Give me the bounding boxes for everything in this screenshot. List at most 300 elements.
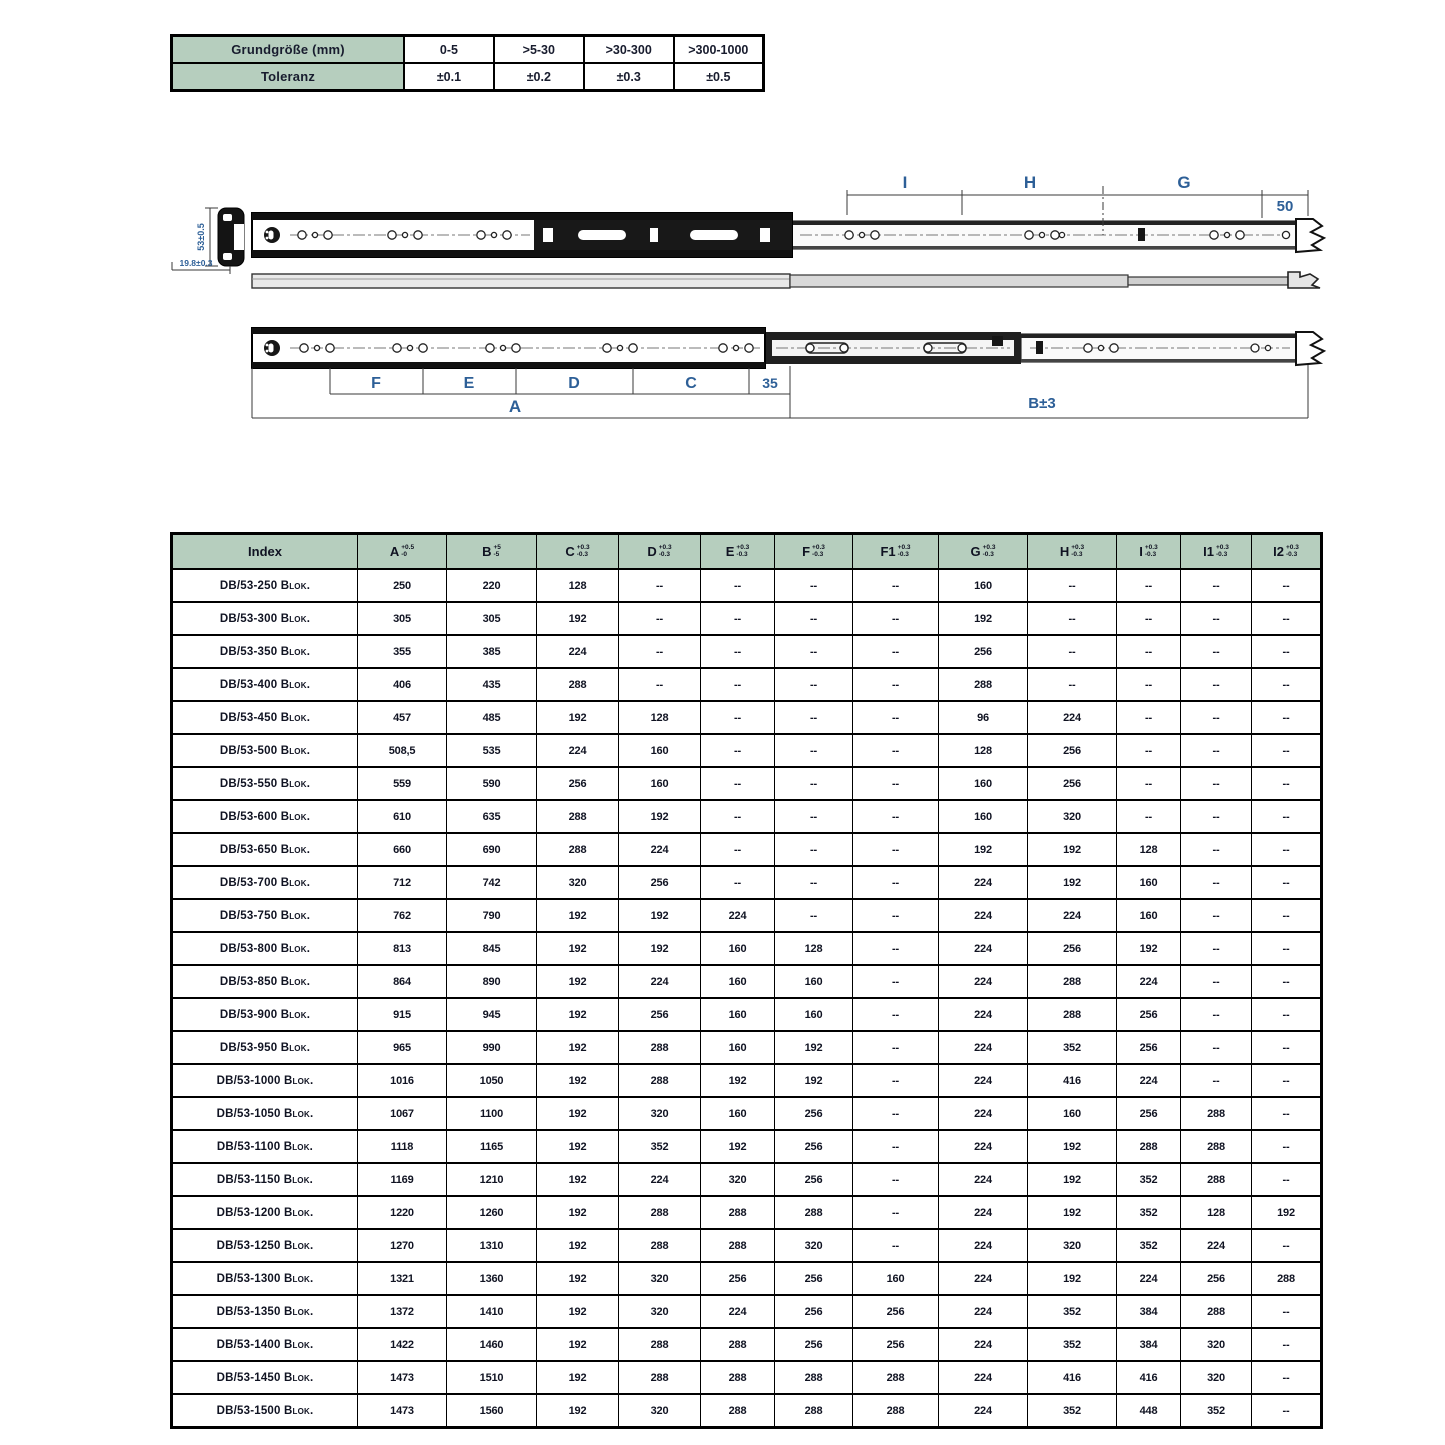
spec-cell: 1560 [447, 1394, 537, 1428]
table-row [172, 1229, 1322, 1262]
spec-cell: 1050 [447, 1064, 537, 1097]
spec-cell: 1165 [447, 1130, 537, 1163]
column-tolerance: +0.3 -0.3 [982, 543, 996, 559]
spec-cell: 224 [1117, 1064, 1181, 1097]
spec-cell: 288 [701, 1394, 775, 1428]
row-index: DB/53-1300 Blok. [172, 1262, 358, 1295]
spec-cell: -- [1181, 965, 1252, 998]
spec-cell: 96 [939, 701, 1028, 734]
tolerance-value-cell: ±0.2 [494, 63, 584, 91]
table-row [172, 1064, 1322, 1097]
spec-cell: 890 [447, 965, 537, 998]
table-row [172, 1394, 1322, 1428]
spec-cell: 559 [358, 767, 447, 800]
spec-cell: -- [1252, 1229, 1322, 1262]
spec-cell: 1321 [358, 1262, 447, 1295]
spec-cell: 192 [1117, 932, 1181, 965]
row-index: DB/53-400 Blok. [172, 668, 358, 701]
column-letter: I2 [1273, 544, 1284, 560]
spec-cell: 635 [447, 800, 537, 833]
spec-cell: 990 [447, 1031, 537, 1064]
spec-cell: -- [1117, 701, 1181, 734]
size-range-cell: >5-30 [494, 36, 584, 64]
table-row [172, 1328, 1322, 1361]
spec-cell: -- [1028, 602, 1117, 635]
spec-cell: -- [1252, 668, 1322, 701]
row-index: DB/53-300 Blok. [172, 602, 358, 635]
spec-cell: 288 [619, 1196, 701, 1229]
spec-cell: -- [1117, 635, 1181, 668]
spec-cell: 224 [939, 1097, 1028, 1130]
row-index: DB/53-600 Blok. [172, 800, 358, 833]
spec-cell: -- [853, 1064, 939, 1097]
spec-cell: -- [775, 833, 853, 866]
spec-cell: 128 [537, 569, 619, 602]
spec-cell: 220 [447, 569, 537, 602]
spec-cell: -- [1252, 767, 1322, 800]
spec-cell: 1118 [358, 1130, 447, 1163]
spec-cell: 256 [775, 1295, 853, 1328]
spec-cell: 160 [1028, 1097, 1117, 1130]
spec-cell: 320 [1181, 1328, 1252, 1361]
spec-cell: 915 [358, 998, 447, 1031]
row-index: DB/53-850 Blok. [172, 965, 358, 998]
spec-cell: -- [853, 1229, 939, 1262]
row-index: DB/53-500 Blok. [172, 734, 358, 767]
spec-cell: 288 [1028, 965, 1117, 998]
spec-cell: -- [775, 635, 853, 668]
spec-cell: 224 [939, 1229, 1028, 1262]
spec-cell: -- [1252, 1031, 1322, 1064]
column-letter: D [647, 544, 657, 560]
row-index: DB/53-250 Blok. [172, 569, 358, 602]
spec-cell: -- [1181, 602, 1252, 635]
col-header-i [1117, 534, 1181, 570]
spec-cell: 192 [701, 1064, 775, 1097]
spec-cell: 192 [775, 1031, 853, 1064]
rail-end-hook [1296, 332, 1324, 365]
spec-cell: -- [1252, 800, 1322, 833]
spec-cell: 128 [619, 701, 701, 734]
spec-cell: 288 [537, 800, 619, 833]
column-letter: C [565, 544, 575, 560]
dim-label-g: G [1177, 173, 1191, 192]
spec-cell: 1460 [447, 1328, 537, 1361]
spec-table [170, 532, 1323, 1429]
spec-cell: 352 [1117, 1163, 1181, 1196]
spec-cell: -- [1252, 1295, 1322, 1328]
dim-label-50: 50 [1276, 198, 1294, 215]
row-index: DB/53-1400 Blok. [172, 1328, 358, 1361]
col-header-b [447, 534, 537, 570]
spec-cell: -- [1181, 1031, 1252, 1064]
table-row [172, 932, 1322, 965]
spec-cell: -- [1252, 1394, 1322, 1428]
spec-cell: 128 [1117, 833, 1181, 866]
tolerance-table [170, 34, 765, 92]
spec-cell: 250 [358, 569, 447, 602]
spec-cell: 305 [358, 602, 447, 635]
spec-cell: -- [1252, 1097, 1322, 1130]
spec-cell: 192 [1028, 866, 1117, 899]
table-row [172, 767, 1322, 800]
spec-cell: 590 [447, 767, 537, 800]
col-header-i1 [1181, 534, 1252, 570]
spec-cell: 288 [537, 833, 619, 866]
row-index: DB/53-1150 Blok. [172, 1163, 358, 1196]
spec-cell: 384 [1117, 1328, 1181, 1361]
spec-cell: -- [775, 734, 853, 767]
column-letter: F [802, 544, 811, 560]
spec-cell: -- [853, 1031, 939, 1064]
row-index: DB/53-550 Blok. [172, 767, 358, 800]
spec-cell: 288 [1117, 1130, 1181, 1163]
spec-cell: -- [619, 602, 701, 635]
spec-cell: 192 [1028, 833, 1117, 866]
spec-cell: 224 [939, 1196, 1028, 1229]
spec-cell: 160 [619, 767, 701, 800]
spec-cell: -- [1181, 767, 1252, 800]
spec-cell: 1372 [358, 1295, 447, 1328]
spec-cell: 352 [1028, 1394, 1117, 1428]
col-header-g [939, 534, 1028, 570]
spec-cell: 192 [537, 602, 619, 635]
spec-cell: 864 [358, 965, 447, 998]
spec-cell: -- [701, 701, 775, 734]
dim-label-35: 35 [762, 375, 778, 391]
spec-table-body [172, 569, 1322, 1428]
spec-cell: 192 [537, 701, 619, 734]
spec-cell: -- [1181, 668, 1252, 701]
spec-cell: 762 [358, 899, 447, 932]
spec-cell: 1422 [358, 1328, 447, 1361]
row-index: DB/53-350 Blok. [172, 635, 358, 668]
table-row [172, 1130, 1322, 1163]
dim-label-b: B±3 [1028, 395, 1056, 412]
spec-cell: 160 [939, 569, 1028, 602]
section-height-dim: 53±0.5 [196, 223, 206, 251]
spec-cell: 224 [939, 1064, 1028, 1097]
spec-cell: -- [1181, 569, 1252, 602]
spec-cell: -- [1252, 1130, 1322, 1163]
table-row [172, 1163, 1322, 1196]
row-index: DB/53-700 Blok. [172, 866, 358, 899]
spec-cell: 288 [701, 1328, 775, 1361]
spec-cell: -- [619, 635, 701, 668]
column-tolerance: +0.5 -0 [401, 543, 415, 559]
col-header-e [701, 534, 775, 570]
spec-cell: 845 [447, 932, 537, 965]
spec-cell: 320 [537, 866, 619, 899]
spec-cell: 435 [447, 668, 537, 701]
dim-label-e: E [463, 375, 475, 392]
spec-cell: 1210 [447, 1163, 537, 1196]
spec-cell: 192 [537, 1262, 619, 1295]
column-tolerance: +0.3 -0.3 [736, 543, 750, 559]
spec-cell: -- [1252, 1361, 1322, 1394]
spec-cell: -- [775, 602, 853, 635]
spec-cell: -- [701, 866, 775, 899]
spec-cell: -- [1181, 701, 1252, 734]
spec-cell: 192 [537, 1163, 619, 1196]
spec-cell: 288 [775, 1196, 853, 1229]
spec-cell: -- [1117, 569, 1181, 602]
col-header-index: Index [172, 534, 358, 570]
spec-cell: 288 [775, 1361, 853, 1394]
tolerance-header-label: Grundgröße (mm) [172, 36, 405, 64]
spec-cell: 320 [619, 1394, 701, 1428]
spec-cell: 192 [619, 899, 701, 932]
spec-cell: -- [853, 1130, 939, 1163]
col-header-i2 [1252, 534, 1322, 570]
spec-cell: -- [1181, 734, 1252, 767]
spec-cell: -- [1181, 899, 1252, 932]
column-tolerance: +0.3 -0.3 [812, 543, 825, 559]
dim-label-c: C [685, 375, 697, 392]
spec-cell: -- [853, 800, 939, 833]
spec-cell: -- [853, 1097, 939, 1130]
spec-cell: -- [1117, 602, 1181, 635]
spec-cell: 192 [775, 1064, 853, 1097]
spec-cell: 160 [701, 965, 775, 998]
spec-cell: -- [1181, 866, 1252, 899]
row-index: DB/53-1350 Blok. [172, 1295, 358, 1328]
column-tolerance: +0.3 -0.3 [576, 543, 590, 559]
spec-cell: 1473 [358, 1394, 447, 1428]
spec-cell: 160 [775, 998, 853, 1031]
spec-cell: 660 [358, 833, 447, 866]
table-row [172, 1295, 1322, 1328]
spec-cell: 160 [1117, 866, 1181, 899]
dim-label-f: F [371, 375, 381, 392]
col-header-h [1028, 534, 1117, 570]
spec-cell: 128 [939, 734, 1028, 767]
row-index: DB/53-1000 Blok. [172, 1064, 358, 1097]
spec-cell: 128 [1181, 1196, 1252, 1229]
size-range-cell: >30-300 [584, 36, 674, 64]
spec-cell: 416 [1028, 1361, 1117, 1394]
row-index: DB/53-1450 Blok. [172, 1361, 358, 1394]
spec-cell: 288 [537, 668, 619, 701]
spec-cell: 320 [1028, 1229, 1117, 1262]
spec-cell: 192 [1028, 1196, 1117, 1229]
spec-cell: 288 [701, 1229, 775, 1262]
spec-cell: 352 [1117, 1229, 1181, 1262]
table-row [172, 635, 1322, 668]
spec-cell: 288 [619, 1328, 701, 1361]
spec-cell: -- [1181, 932, 1252, 965]
spec-cell: 288 [853, 1394, 939, 1428]
tolerance-value-cell: ±0.3 [584, 63, 674, 91]
spec-cell: -- [1252, 569, 1322, 602]
spec-cell: 192 [939, 602, 1028, 635]
spec-cell: -- [1181, 998, 1252, 1031]
column-letter: G [970, 544, 981, 560]
spec-cell: 256 [775, 1328, 853, 1361]
spec-cell: -- [853, 899, 939, 932]
spec-cell: 192 [537, 932, 619, 965]
tolerance-value-cell: ±0.1 [404, 63, 494, 91]
spec-cell: 224 [939, 1361, 1028, 1394]
tolerance-row-label: Toleranz [172, 63, 405, 91]
spec-cell: -- [1252, 734, 1322, 767]
spec-cell: 508,5 [358, 734, 447, 767]
spec-cell: -- [853, 866, 939, 899]
spec-cell: 406 [358, 668, 447, 701]
spec-cell: -- [1028, 569, 1117, 602]
bottom-dimension-chain [252, 365, 1308, 418]
spec-cell: -- [1252, 1328, 1322, 1361]
spec-cell: 160 [939, 800, 1028, 833]
spec-cell: 1067 [358, 1097, 447, 1130]
spec-cell: -- [1117, 668, 1181, 701]
spec-cell: 712 [358, 866, 447, 899]
spec-cell: 1310 [447, 1229, 537, 1262]
spec-table-header-row [172, 534, 1322, 570]
spec-cell: -- [775, 767, 853, 800]
spec-cell: 224 [939, 965, 1028, 998]
spec-cell: -- [1181, 800, 1252, 833]
spec-cell: 192 [1028, 1163, 1117, 1196]
spec-cell: 224 [701, 899, 775, 932]
spec-cell: 224 [537, 734, 619, 767]
tolerance-value-cell: ±0.5 [674, 63, 764, 91]
column-letter: F1 [880, 544, 896, 560]
spec-cell: 192 [537, 1031, 619, 1064]
spec-cell: 1510 [447, 1361, 537, 1394]
spec-cell: 457 [358, 701, 447, 734]
spec-cell: -- [775, 899, 853, 932]
spec-cell: 160 [701, 932, 775, 965]
spec-cell: -- [1117, 734, 1181, 767]
spec-cell: -- [775, 569, 853, 602]
bottom-rail-view [252, 328, 1324, 368]
spec-cell: -- [701, 668, 775, 701]
spec-cell: 192 [537, 1097, 619, 1130]
table-row [172, 668, 1322, 701]
spec-cell: 384 [1117, 1295, 1181, 1328]
spec-cell: -- [1252, 602, 1322, 635]
table-row [172, 866, 1322, 899]
spec-cell: 813 [358, 932, 447, 965]
spec-cell: -- [853, 965, 939, 998]
rail-end-hook [1296, 219, 1324, 252]
spec-cell: 224 [939, 1163, 1028, 1196]
spec-cell: 224 [1028, 899, 1117, 932]
spec-cell: 965 [358, 1031, 447, 1064]
spec-cell: -- [853, 767, 939, 800]
table-row [172, 36, 764, 64]
spec-cell: 288 [619, 1031, 701, 1064]
spec-cell: 224 [939, 998, 1028, 1031]
spec-cell: 288 [1252, 1262, 1322, 1295]
spec-cell: 192 [939, 833, 1028, 866]
row-index: DB/53-750 Blok. [172, 899, 358, 932]
spec-cell: 320 [619, 1262, 701, 1295]
cross-section-view [172, 208, 244, 274]
spec-cell: 224 [1117, 965, 1181, 998]
spec-cell: 1270 [358, 1229, 447, 1262]
row-index: DB/53-1500 Blok. [172, 1394, 358, 1428]
column-letter: E [725, 544, 735, 560]
spec-cell: 355 [358, 635, 447, 668]
spec-cell: -- [853, 701, 939, 734]
col-header-f [775, 534, 853, 570]
row-index: DB/53-1200 Blok. [172, 1196, 358, 1229]
col-header-c [537, 534, 619, 570]
spec-cell: 192 [619, 932, 701, 965]
spec-cell: -- [701, 767, 775, 800]
spec-cell: 192 [1028, 1262, 1117, 1295]
spec-cell: 224 [537, 635, 619, 668]
spec-cell: 1410 [447, 1295, 537, 1328]
dim-label-h: H [1023, 173, 1037, 192]
spec-cell: -- [701, 800, 775, 833]
table-row [172, 569, 1322, 602]
spec-cell: -- [1252, 965, 1322, 998]
spec-cell: 224 [939, 899, 1028, 932]
top-rail-view [252, 213, 1324, 257]
spec-cell: -- [1252, 866, 1322, 899]
spec-cell: 288 [619, 1064, 701, 1097]
spec-cell: 224 [939, 1394, 1028, 1428]
col-header-a [358, 534, 447, 570]
spec-cell: 224 [1181, 1229, 1252, 1262]
table-row [172, 998, 1322, 1031]
spec-cell: -- [1252, 932, 1322, 965]
spec-cell: 352 [619, 1130, 701, 1163]
dim-label-d: D [568, 375, 580, 392]
spec-cell: 160 [619, 734, 701, 767]
spec-cell: -- [775, 866, 853, 899]
spec-cell: 224 [1117, 1262, 1181, 1295]
spec-cell: 192 [537, 965, 619, 998]
spec-cell: 256 [701, 1262, 775, 1295]
spec-cell: 288 [1181, 1163, 1252, 1196]
table-row [172, 833, 1322, 866]
spec-cell: 160 [939, 767, 1028, 800]
spec-cell: -- [1181, 1064, 1252, 1097]
spec-cell: -- [1028, 635, 1117, 668]
spec-cell: 160 [1117, 899, 1181, 932]
spec-cell: 320 [619, 1097, 701, 1130]
row-index: DB/53-950 Blok. [172, 1031, 358, 1064]
spec-cell: 1473 [358, 1361, 447, 1394]
spec-cell: 288 [1028, 998, 1117, 1031]
spec-cell: 256 [1117, 1097, 1181, 1130]
spec-cell: 416 [1117, 1361, 1181, 1394]
spec-cell: 610 [358, 800, 447, 833]
spec-cell: 352 [1028, 1328, 1117, 1361]
spec-cell: 160 [701, 1097, 775, 1130]
column-tolerance: +0.3 -0.3 [658, 543, 672, 559]
spec-cell: 320 [1028, 800, 1117, 833]
spec-cell: 224 [939, 1328, 1028, 1361]
col-header-f1 [853, 534, 939, 570]
column-tolerance: +5 -5 [493, 543, 501, 559]
column-tolerance: +0.3 -0.3 [1216, 543, 1229, 559]
spec-cell: 192 [537, 1196, 619, 1229]
row-index: DB/53-1100 Blok. [172, 1130, 358, 1163]
spec-cell: 256 [939, 635, 1028, 668]
row-index: DB/53-900 Blok. [172, 998, 358, 1031]
spec-cell: 224 [939, 1130, 1028, 1163]
rail-end-hook [1288, 272, 1320, 288]
table-row [172, 734, 1322, 767]
row-index: DB/53-1050 Blok. [172, 1097, 358, 1130]
spec-cell: -- [853, 668, 939, 701]
spec-cell: 288 [619, 1229, 701, 1262]
